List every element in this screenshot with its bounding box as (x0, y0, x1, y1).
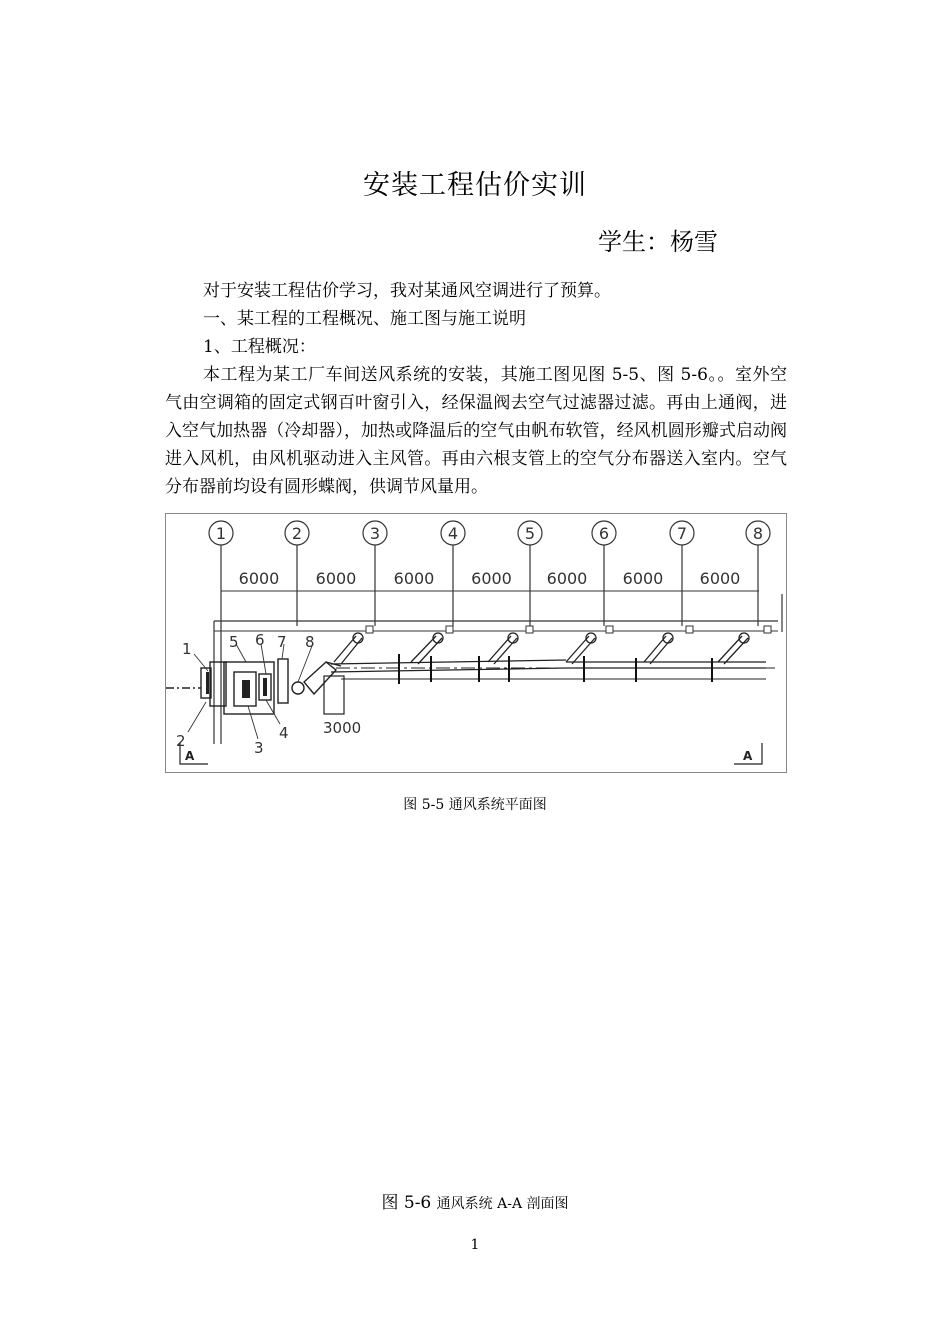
part-label-7: 7 (277, 633, 287, 651)
spacing-label-6: 6000 (622, 569, 664, 588)
caption-5-6-prefix: 图 5-6 (381, 1193, 432, 1213)
part-label-1: 1 (182, 640, 192, 658)
axis-label-4: 4 (447, 524, 459, 543)
spacing-label-1: 6000 (238, 569, 280, 588)
ventilation-plan-drawing (165, 513, 787, 773)
section-heading: 一、某工程的工程概况、施工图与施工说明 (203, 309, 526, 329)
axis-label-1: 1 (215, 524, 227, 543)
spacing-label-5: 6000 (546, 569, 588, 588)
axis-label-6: 6 (598, 524, 610, 543)
figure-caption-5-6 (0, 1188, 950, 1213)
axis-label-7: 7 (676, 524, 688, 543)
section-mark-right: A (743, 749, 753, 763)
spacing-label-7: 6000 (699, 569, 741, 588)
plan-labels-svg (166, 514, 786, 772)
subsection-heading: 1、工程概况： (203, 337, 316, 357)
body-paragraph: 本工程为某工厂车间送风系统的安装，其施工图见图 5-5、图 5-6。。室外空气由空调箱的固定式钢百叶窗引入，经保温阀去空气过滤器过滤。再由上通阀，进入空气加热器（冷却器），加热或降温后的空气由帆布软管，经风机圆形瓣式启动阀进入风机，由风机驱动进入主风管。再由六根支管上的空气分布器送入室内。空气分布器前均设有圆形蝶阀，供调节风量用。 (165, 365, 787, 497)
intro-paragraph: 对于安装工程估价学习，我对某通风空调进行了预算。 (203, 281, 611, 301)
spacing-label-3: 6000 (393, 569, 435, 588)
section-mark-left: A (185, 749, 195, 763)
page-number: 1 (470, 1237, 480, 1253)
spacing-label-4: 6000 (471, 569, 512, 588)
spacing-label-2: 6000 (315, 569, 357, 588)
part-label-3: 3 (254, 739, 264, 757)
dimension-3000: 3000 (323, 719, 362, 737)
part-label-2: 2 (176, 732, 186, 750)
axis-label-8: 8 (752, 524, 764, 543)
part-label-6: 6 (255, 631, 265, 649)
axis-label-3: 3 (369, 524, 381, 543)
part-label-4: 4 (279, 724, 289, 742)
document-title: 安装工程估价实训 (363, 170, 587, 201)
figure-caption-5-5: 图 5-5 通风系统平面图 (403, 797, 547, 813)
part-label-8: 8 (305, 633, 315, 651)
axis-label-5: 5 (524, 524, 536, 543)
student-name: 学生：杨雪 (598, 228, 718, 256)
caption-5-6-suffix: 通风系统 A-A 剖面图 (436, 1196, 569, 1212)
part-label-5: 5 (229, 633, 239, 651)
axis-label-2: 2 (291, 524, 303, 543)
